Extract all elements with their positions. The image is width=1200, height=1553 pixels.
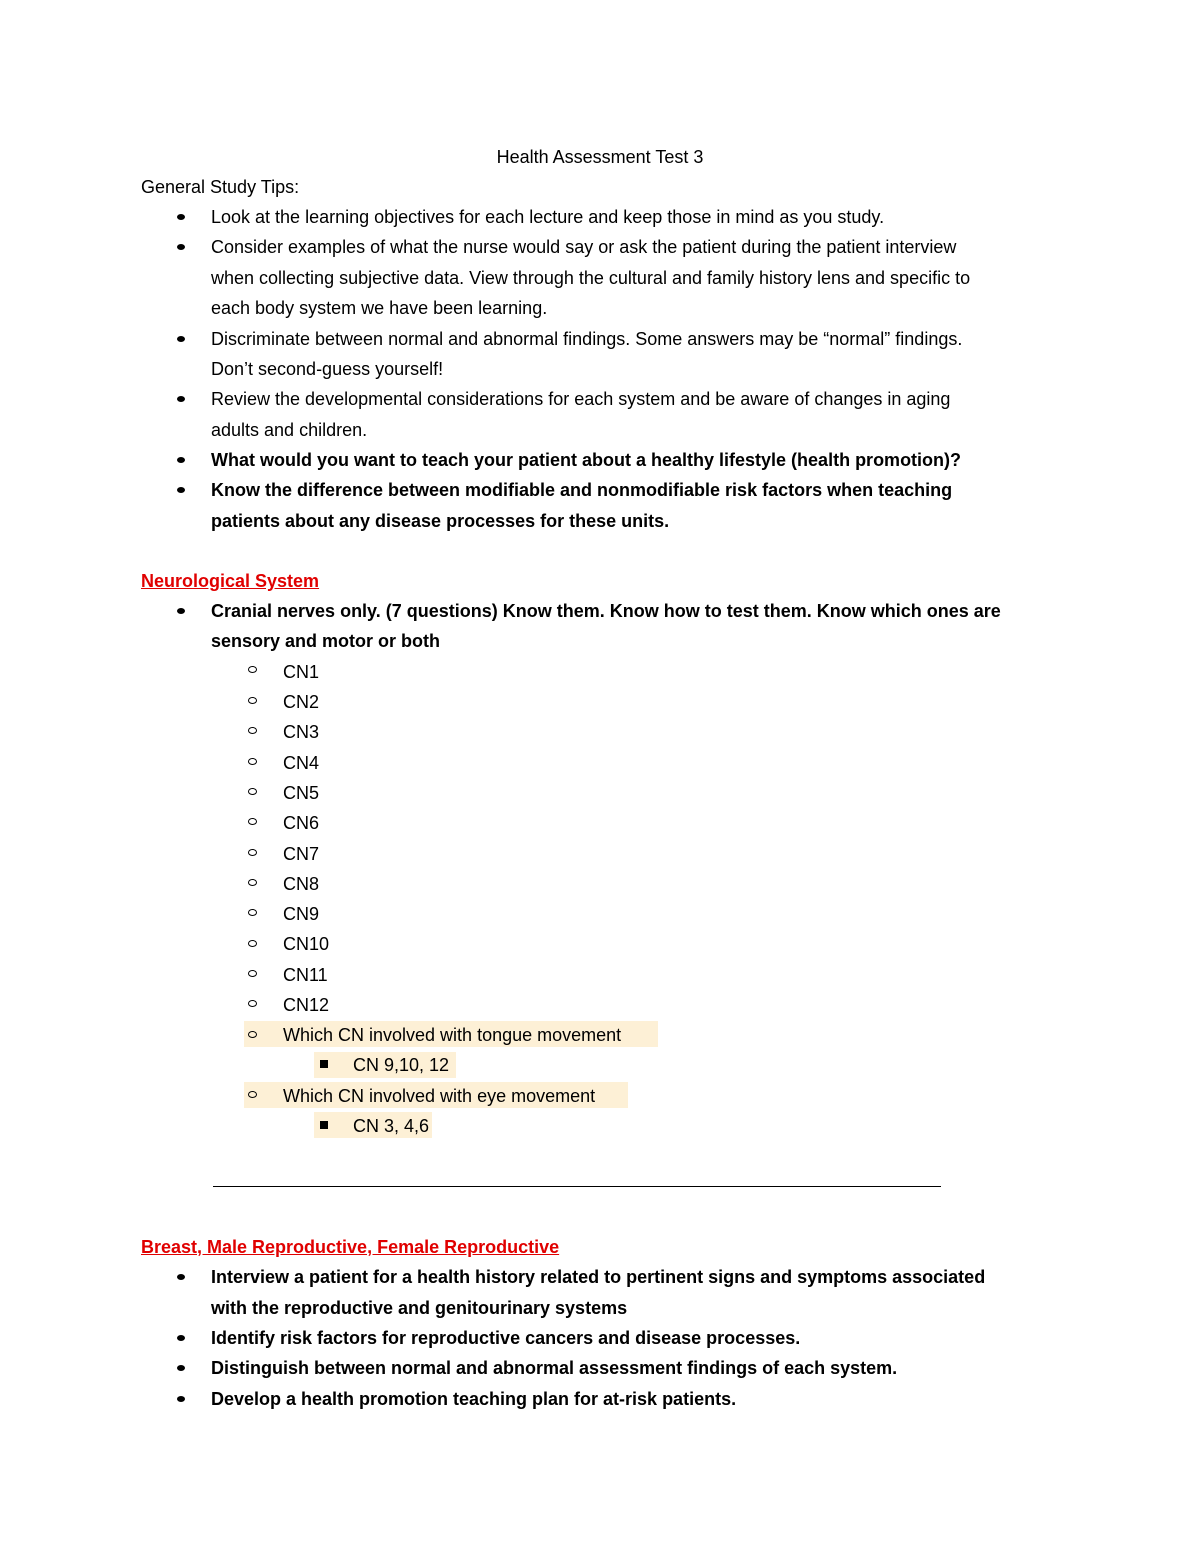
bullet-icon [177,1335,185,1341]
section-divider [213,1186,941,1187]
circle-bullet-icon [248,666,257,673]
cranial-nerve-item: CN2 [283,692,320,712]
circle-bullet-icon [248,970,257,977]
answer-eye: CN 3, 4,6 [353,1116,430,1136]
repro-item-text: with the reproductive and genitourinary systems [211,1298,628,1318]
circle-bullet-icon [248,1091,257,1098]
circle-bullet-icon [248,1031,257,1038]
cranial-nerve-item: CN9 [283,904,320,924]
circle-bullet-icon [248,697,257,704]
repro-heading: Breast, Male Reproductive, Female Reproductive [141,1237,560,1257]
question-tongue: Which CN involved with tongue movement [283,1025,622,1045]
bullet-icon [177,608,185,614]
square-bullet-icon [320,1121,328,1129]
repro-item-text: Interview a patient for a health history related to pertinent signs and symptoms associated [211,1267,986,1287]
repro-item-text: Identify risk factors for reproductive cancers and disease processes. [211,1328,801,1348]
circle-bullet-icon [248,879,257,886]
cranial-nerve-item: CN11 [283,965,328,985]
tip-text: What would you want to teach your patient about a healthy lifestyle (health promotion)? [211,450,962,470]
cranial-nerve-item: CN7 [283,844,320,864]
neuro-main-text: Cranial nerves only. (7 questions) Know them. Know how to test them. Know which ones are [211,601,1001,621]
tip-text: when collecting subjective data. View through the cultural and family history lens and specific to [211,268,971,288]
tip-text: Consider examples of what the nurse would say or ask the patient during the patient interview [211,237,957,257]
circle-bullet-icon [248,1000,257,1007]
circle-bullet-icon [248,909,257,916]
tip-text: each body system we have been learning. [211,298,548,318]
cranial-nerve-item: CN10 [283,934,330,954]
square-bullet-icon [320,1060,328,1068]
bullet-icon [177,244,185,250]
bullet-icon [177,487,185,493]
bullet-icon [177,214,185,220]
cranial-nerve-item: CN5 [283,783,320,803]
tip-text: Discriminate between normal and abnormal findings. Some answers may be “normal” findings. [211,329,963,349]
bullet-icon [177,1365,185,1371]
bullet-icon [177,396,185,402]
cranial-nerve-item: CN8 [283,874,320,894]
circle-bullet-icon [248,788,257,795]
bullet-icon [177,336,185,342]
neuro-main-text: sensory and motor or both [211,631,441,651]
cranial-nerve-item: CN12 [283,995,330,1015]
document-title: Health Assessment Test 3 [496,147,704,167]
tip-text: Look at the learning objectives for each lecture and keep those in mind as you study. [211,207,885,227]
circle-bullet-icon [248,849,257,856]
answer-tongue: CN 9,10, 12 [353,1055,450,1075]
tip-text: adults and children. [211,420,368,440]
question-eye: Which CN involved with eye movement [283,1086,596,1106]
repro-item-text: Distinguish between normal and abnormal assessment findings of each system. [211,1358,898,1378]
tip-text: patients about any disease processes for these units. [211,511,670,531]
circle-bullet-icon [248,758,257,765]
circle-bullet-icon [248,818,257,825]
bullet-icon [177,457,185,463]
cranial-nerve-item: CN6 [283,813,320,833]
circle-bullet-icon [248,940,257,947]
tip-text: Review the developmental considerations for each system and be aware of changes in aging [211,389,951,409]
cranial-nerve-item: CN1 [283,662,320,682]
tip-text: Know the difference between modifiable and nonmodifiable risk factors when teaching [211,480,953,500]
general-tips-heading: General Study Tips: [141,177,300,197]
circle-bullet-icon [248,727,257,734]
tip-text: Don’t second-guess yourself! [211,359,444,379]
cranial-nerve-item: CN3 [283,722,320,742]
cranial-nerve-item: CN4 [283,753,320,773]
bullet-icon [177,1274,185,1280]
bullet-icon [177,1396,185,1402]
neuro-heading: Neurological System [141,571,320,591]
repro-item-text: Develop a health promotion teaching plan for at-risk patients. [211,1389,737,1409]
